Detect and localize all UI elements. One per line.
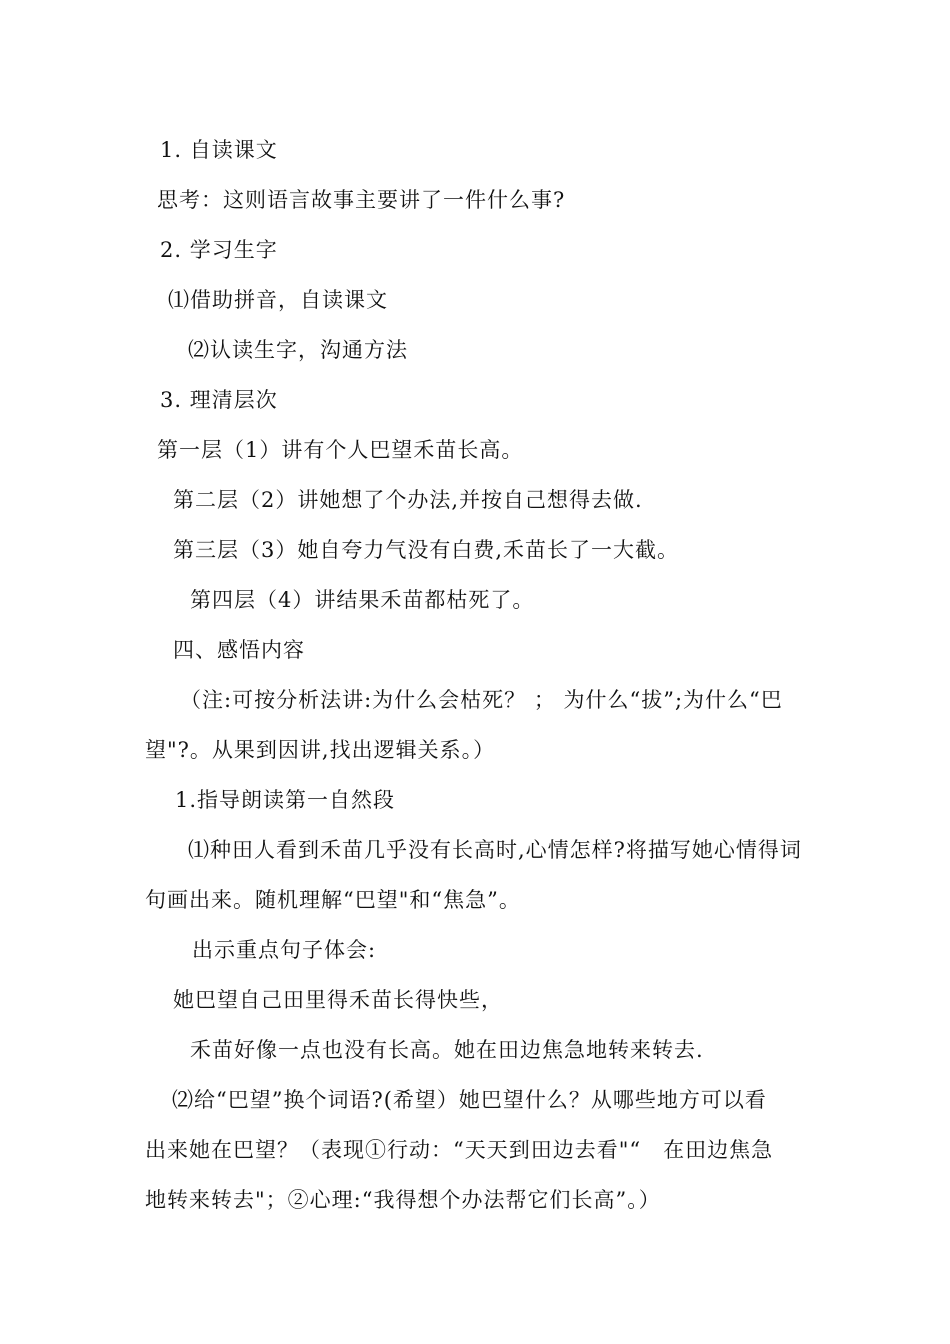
heading-learn-characters: 2. 学习生字 bbox=[160, 238, 278, 262]
heading-structure: 3. 理清层次 bbox=[160, 388, 278, 412]
key-sentence-1: 她巴望自己田里得禾苗长得快些， bbox=[173, 988, 503, 1012]
step-pinyin-reading: ⑴借助拼音，自读课文 bbox=[168, 288, 388, 312]
step-recognize-characters: ⑵认读生字，沟通方法 bbox=[188, 338, 408, 362]
key-sentence-2: 禾苗好像一点也没有长高。她在田边焦急地转来转去. bbox=[190, 1038, 704, 1062]
question-2-line-2: 出来她在巴望？（表现①行动：“天天到田边去看"“ 在田边焦急 bbox=[145, 1138, 774, 1162]
thinking-question: 思考：这则语言故事主要讲了一件什么事? bbox=[157, 188, 566, 212]
heading-guided-reading: 1.指导朗读第一自然段 bbox=[175, 788, 396, 812]
question-2-line-3: 地转来转去"；②心理:“我得想个办法帮它们长高”。） bbox=[145, 1188, 661, 1212]
note-line-2: 望"?。从果到因讲,找出逻辑关系。） bbox=[145, 738, 496, 762]
question-1-line-1: ⑴种田人看到禾苗几乎没有长高时,心情怎样?将描写她心情得词 bbox=[188, 838, 802, 862]
key-sentence-label: 出示重点句子体会: bbox=[192, 938, 377, 962]
heading-read-text: 1. 自读课文 bbox=[160, 138, 278, 162]
note-line-1: （注:可按分析法讲:为什么会枯死？ ； 为什么“拔”;为什么“巴 bbox=[180, 688, 783, 712]
heading-comprehension: 四、感悟内容 bbox=[173, 638, 305, 662]
question-2-line-1: ⑵给“巴望”换个词语?(希望）她巴望什么？从哪些地方可以看 bbox=[172, 1088, 767, 1112]
layer-two: 第二层（2）讲她想了个办法,并按自己想得去做. bbox=[173, 488, 643, 512]
layer-four: 第四层（4）讲结果禾苗都枯死了。 bbox=[190, 588, 535, 612]
question-1-line-2: 句画出来。随机理解“巴望"和“焦急”。 bbox=[145, 888, 521, 912]
layer-one: 第一层（1）讲有个人巴望禾苗长高。 bbox=[157, 438, 524, 462]
layer-three: 第三层（3）她自夸力气没有白费,禾苗长了一大截。 bbox=[173, 538, 680, 562]
